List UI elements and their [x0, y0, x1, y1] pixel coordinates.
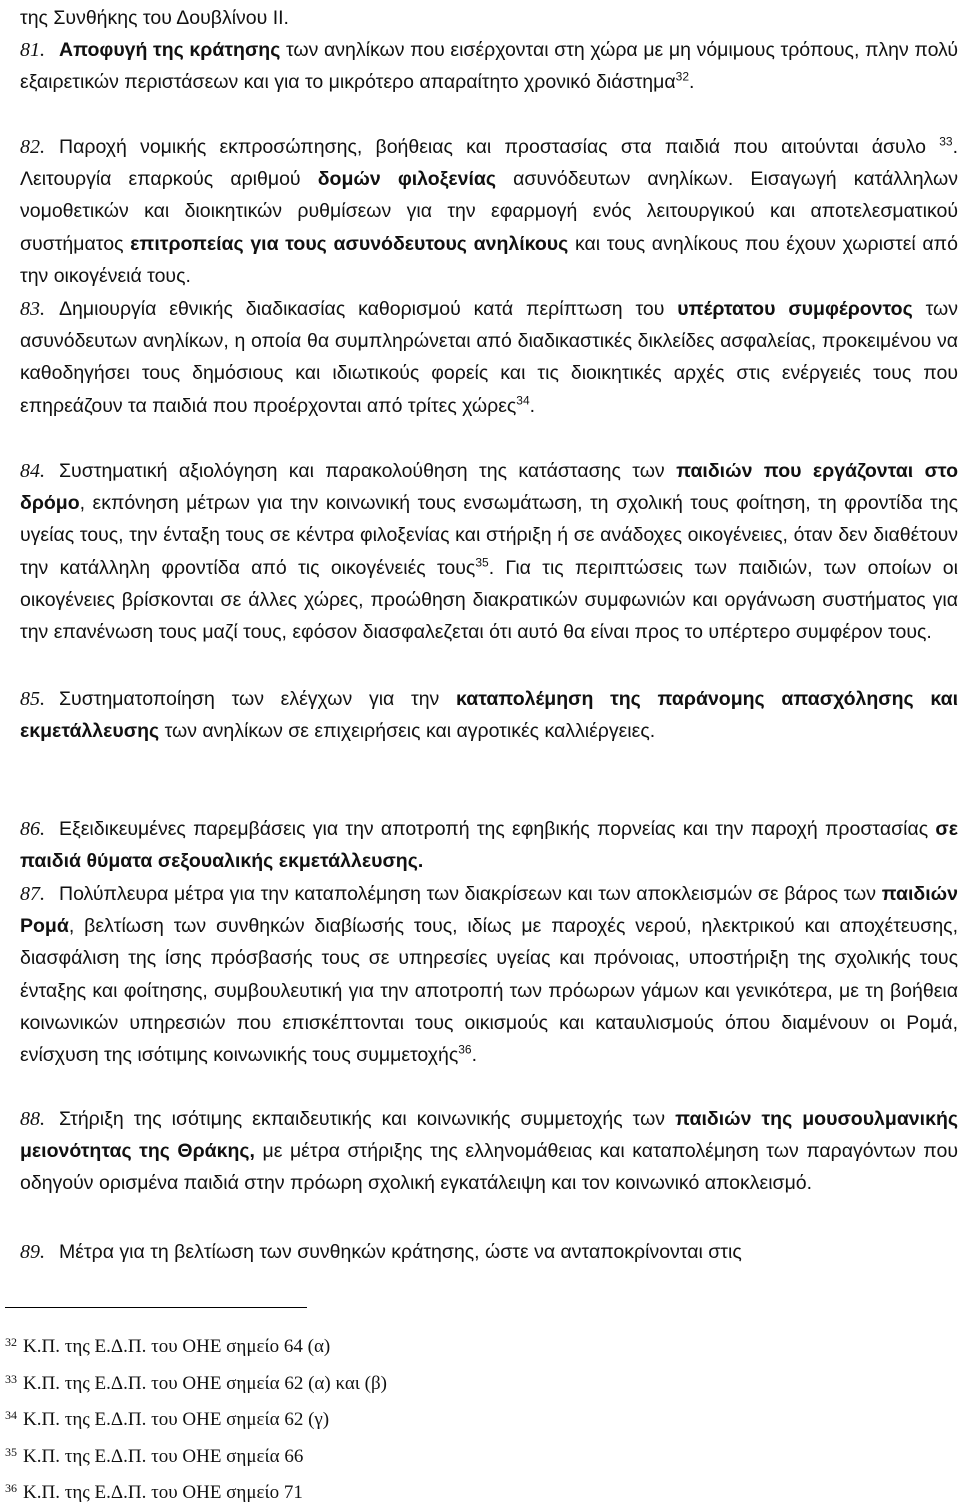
footnote-reference: 34	[516, 393, 530, 408]
footnote-reference: 32	[675, 69, 689, 84]
paragraph-87	[20, 878, 958, 1071]
bold-text: Αποφυγή της κράτησης	[59, 39, 281, 61]
paragraph-84	[20, 455, 958, 648]
footnote-33	[5, 1372, 387, 1395]
text-run: , εκπόνηση μέτρων για την κοινωνική τους ενσωμάτωση, τη σχολική τους φοίτηση, τη φροντίδα της υγείας τους, την ένταξη τους σε κέντρα φιλοξενίας και στήριξη ή σε ανάδοχες οικογένειες, όταν δεν διαθέτουν την κατάλληλη φροντίδα από τις οικογένειές τους	[20, 492, 958, 579]
text-run: Μέτρα για τη βελτίωση των συνθηκών κράτησης, ώστε να ανταποκρίνονται στις	[59, 1241, 742, 1263]
text-run: . Λειτουργία επαρκούς αριθμού	[20, 136, 958, 191]
footnote-34	[5, 1408, 329, 1431]
text-run: με μέτρα στήριξης της ελληνομάθειας και καταπολέμηση των παραγόντων που οδηγούν ορισμένα παιδιά στην πρόωρη σχολική εγκατάλειψη και τον κοινωνικό αποκλεισμό.	[20, 1140, 958, 1195]
footnote-reference: 33	[939, 134, 953, 149]
text-run: ασυνόδευτων ανηλίκων. Εισαγωγή κατάλληλων νομοθετικών και διοικητικών ρυθμίσεων για την εφαρμογή ενός λειτουργικού και αποτελεσματικού συστήματος	[20, 168, 958, 255]
paragraph-continuation	[20, 2, 958, 34]
text-run: Δημιουργία εθνικής διαδικασίας καθορισμού κατά περίπτωση του	[59, 298, 678, 320]
text-run: Εξειδικευμένες παρεμβάσεις για την αποτροπή της εφηβικής πορνείας και την παροχή προστασίας	[59, 818, 936, 840]
footnote-number: 33	[5, 1372, 17, 1386]
paragraph-86	[20, 813, 958, 877]
footnote-text: Κ.Π. της Ε.Δ.Π. του ΟΗΕ σημείο 71	[23, 1482, 303, 1503]
footnote-reference: 36	[458, 1042, 472, 1057]
bold-text: παιδιών που εργάζονται στο δρόμο	[20, 460, 958, 515]
paragraph-89	[20, 1236, 958, 1268]
text-run: . Για τις περιπτώσεις των παιδιών, των οποίων οι οικογένειες βρίσκονται σε άλλες χώρες, προώθηση διακρατικών συμφωνιών και οργάνωση συστήματος για την επανένωση τους μαζί τους, εφόσον διασφαλεζεται ότι αυτό θα είναι προς το υπέρτερο συμφέρον τους.	[20, 556, 958, 644]
footnote-text: Κ.Π. της Ε.Δ.Π. του ΟΗΕ σημεία 62 (α) και (β)	[23, 1373, 387, 1394]
paragraph-82	[20, 131, 958, 292]
text-run: Πολύπλευρα μέτρα για την καταπολέμηση των διακρίσεων και των αποκλεισμών σε βάρος των	[59, 883, 882, 905]
paragraph-number: 84.	[20, 460, 45, 482]
bold-text: παιδιών της μουσουλμανικής μειονότητας της Θράκης,	[20, 1108, 958, 1163]
footnote-35	[5, 1445, 303, 1468]
footnote-separator	[5, 1307, 307, 1308]
footnote-text: Κ.Π. της Ε.Δ.Π. του ΟΗΕ σημεία 66	[23, 1446, 304, 1467]
footnote-text: Κ.Π. της Ε.Δ.Π. του ΟΗΕ σημεία 62 (γ)	[23, 1409, 330, 1430]
paragraph-88	[20, 1103, 958, 1200]
footnote-reference: 35	[475, 555, 489, 570]
text-run: Συστηματική αξιολόγηση και παρακολούθηση της κατάστασης των	[59, 460, 677, 482]
text-run: των ανηλίκων που εισέρχονται στη χώρα με μη νόμιμους τρόπους, πλην πολύ εξαιρετικών περιστάσεων και για το μικρότερο απαραίτητο χρονικό διάστημα	[20, 39, 958, 94]
paragraph-number: 86.	[20, 818, 45, 840]
text-run: .	[689, 71, 695, 94]
text-run: Στήριξη της ισότιμης εκπαιδευτικής και κοινωνικής συμμετοχής των	[59, 1108, 676, 1130]
paragraph-number: 89.	[20, 1241, 45, 1263]
bold-text: σε παιδιά θύματα σεξουαλικής εκμετάλλευσης.	[20, 818, 958, 873]
paragraph-number: 88.	[20, 1108, 45, 1130]
bold-text: δομών φιλοξενίας	[317, 168, 497, 191]
text-run: .	[529, 394, 536, 417]
paragraph-number: 81.	[20, 39, 45, 61]
bold-text: επιτροπείας για τους ασυνόδευτους ανηλίκους	[130, 232, 569, 255]
text-run: , βελτίωση των συνθηκών διαβίωσής τους, ιδίως με παροχές νερού, ηλεκτρικού και αποχέτευσης, διασφάλιση της ίσης πρόσβασής τους σε υπηρεσίες υγείας και πρόνοιας, υποστήριξη της σχολικής τους ένταξης και φοίτησης, συμβουλευτική για την αποτροπή των πρόωρων γάμων και γενικότερα, με τη βοήθεια κοινωνικών υπηρεσιών που επισκέπτονται τους οικισμούς και καταυλισμούς όπου διαμένουν οι Ρομά, ενίσχυση της ισότιμης κοινωνικής τους συμμετοχής	[20, 915, 958, 1067]
footnote-number: 32	[5, 1335, 17, 1349]
text-run: .	[471, 1044, 478, 1067]
paragraph-number: 82.	[20, 136, 45, 158]
paragraph-81	[20, 34, 958, 98]
footnote-36	[5, 1481, 303, 1504]
text-run: Συστηματοποίηση των ελέγχων για την	[59, 688, 456, 710]
footnote-number: 34	[5, 1408, 17, 1422]
footnote-text: Κ.Π. της Ε.Δ.Π. του ΟΗΕ σημείο 64 (α)	[23, 1336, 331, 1357]
paragraph-85	[20, 683, 958, 747]
paragraph-number: 83.	[20, 298, 45, 320]
footnote-32	[5, 1335, 330, 1358]
bold-text: καταπολέμηση της παράνομης απασχόλησης και εκμετάλλευσης	[20, 688, 958, 743]
text-run: της Συνθήκης του Δουβλίνου ΙΙ.	[20, 7, 289, 29]
bold-text: παιδιών Ρομά	[20, 883, 958, 938]
text-run: των ασυνόδευτων ανηλίκων, η οποία θα συμπληρώνεται από διαδικαστικές δικλείδες ασφαλείας, προκειμένου να καθοδηγήσει τους δημόσιους και ιδιωτικούς φορείς και τις διοικητικές αρχές στις ενέργειές τους που επηρεάζουν τα παιδιά που προέρχονται από τρίτες χώρες	[20, 298, 959, 417]
paragraph-83	[20, 293, 958, 422]
text-run: Παροχή νομικής εκπροσώπησης, βοήθειας και προστασίας στα παιδιά που αιτούνται άσυλο	[59, 136, 940, 158]
footnote-number: 35	[5, 1445, 17, 1459]
paragraph-number: 85.	[20, 688, 45, 710]
footnote-number: 36	[5, 1481, 17, 1495]
text-run: και τους ανηλίκους που έχουν χωριστεί από την οικογένειά τους.	[20, 232, 958, 287]
bold-text: υπέρτατου συμφέροντος	[677, 298, 913, 320]
text-run: των ανηλίκων σε επιχειρήσεις και αγροτικές καλλιέργειες.	[159, 720, 656, 743]
paragraph-number: 87.	[20, 883, 45, 905]
